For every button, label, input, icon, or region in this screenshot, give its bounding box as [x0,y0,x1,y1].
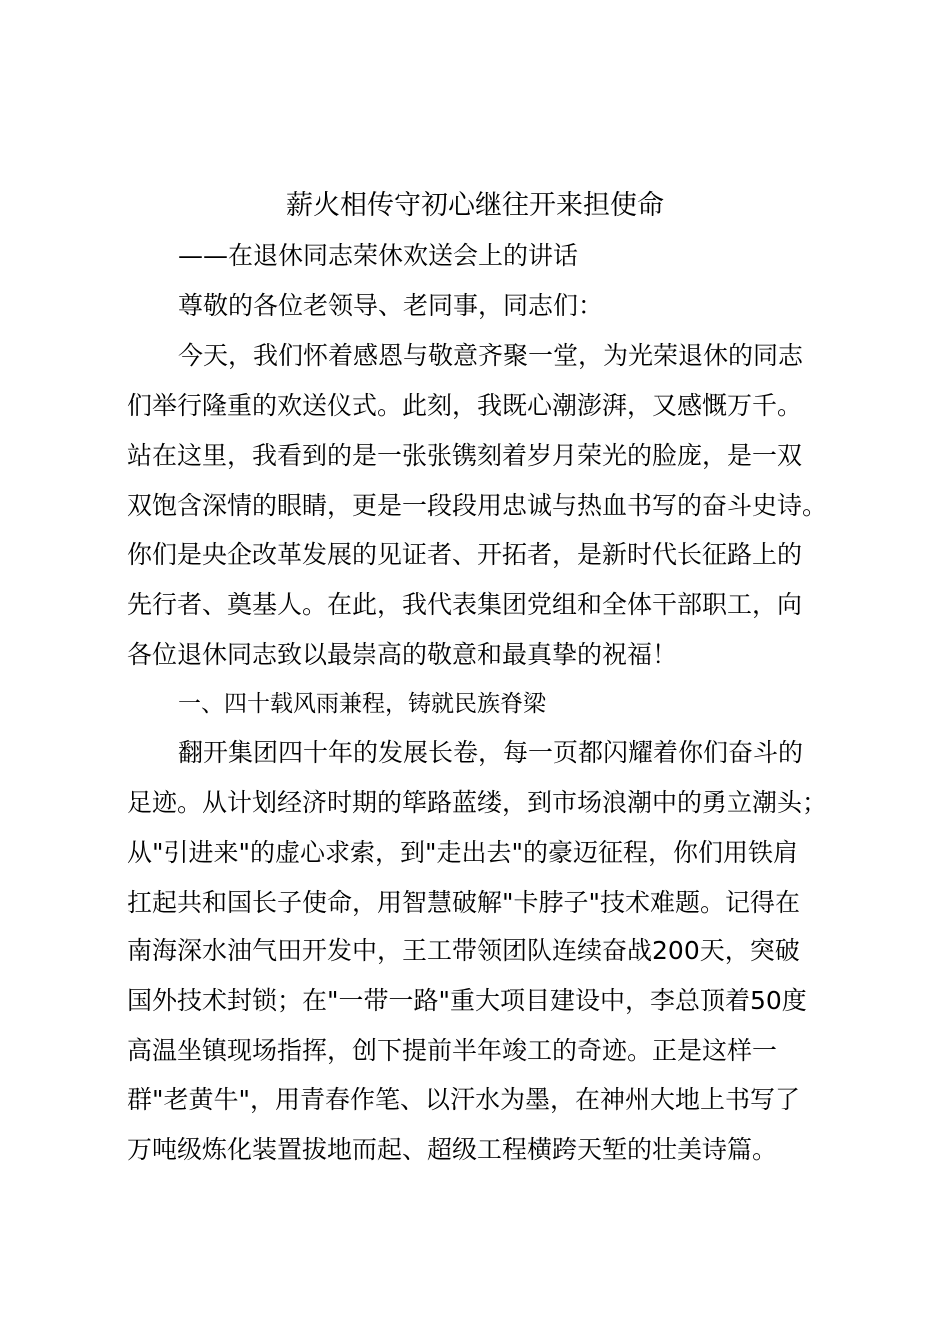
paragraph-line: 先行者、奠基人。在此，我代表集团党组和全体干部职工，向 [127,590,803,619]
paragraph-line: 站在这里，我看到的是一张张镌刻着岁月荣光的脸庞，是一双 [127,441,803,470]
paragraph-line: 你们是央企改革发展的见证者、开拓者，是新时代长征路上的 [127,540,803,569]
paragraph-line: 扛起共和国长子使命，用智慧破解"卡脖子"技术难题。记得在 [127,888,801,917]
section-heading: 一、四十载风雨兼程，铸就民族脊梁 [178,691,546,717]
paragraph-line: 足迹。从计划经济时期的筚路蓝缕，到市场浪潮中的勇立潮头； [127,788,828,817]
paragraph-line: 国外技术封锁；在"一带一路"重大项目建设中，李总顶着50度 [127,986,807,1015]
paragraph-line: 们举行隆重的欢送仪式。此刻，我既心潮澎湃，又感慨万千。 [127,391,803,420]
paragraph-line: 今天，我们怀着感恩与敬意齐聚一堂，为光荣退休的同志 [178,341,804,370]
paragraph-line: 群"老黄牛"，用青春作笔、以汗水为墨，在神州大地上书写了 [127,1085,801,1114]
salutation: 尊敬的各位老领导、老同事，同志们： [178,291,604,320]
paragraph-line: 高温坐镇现场指挥，创下提前半年竣工的奇迹。正是这样一 [127,1036,778,1065]
paragraph-line: 万吨级炼化装置拔地而起、超级工程横跨天堑的壮美诗篇。 [127,1135,778,1164]
document-title: 薪火相传守初心继往开来担使命 [286,190,664,221]
paragraph-line: 翻开集团四十年的发展长卷，每一页都闪耀着你们奋斗的 [178,738,804,767]
paragraph-line: 双饱含深情的眼睛，更是一段段用忠诚与热血书写的奋斗史诗。 [127,491,828,520]
paragraph-line: 各位退休同志致以最崇高的敬意和最真挚的祝福！ [127,640,678,669]
paragraph-line: 从"引进来"的虚心求索，到"走出去"的豪迈征程，你们用铁肩 [127,838,798,867]
paragraph-line: 南海深水油气田开发中，王工带领团队连续奋战200天，突破 [127,936,800,965]
document-subtitle: ——在退休同志荣休欢送会上的讲话 [178,241,579,270]
